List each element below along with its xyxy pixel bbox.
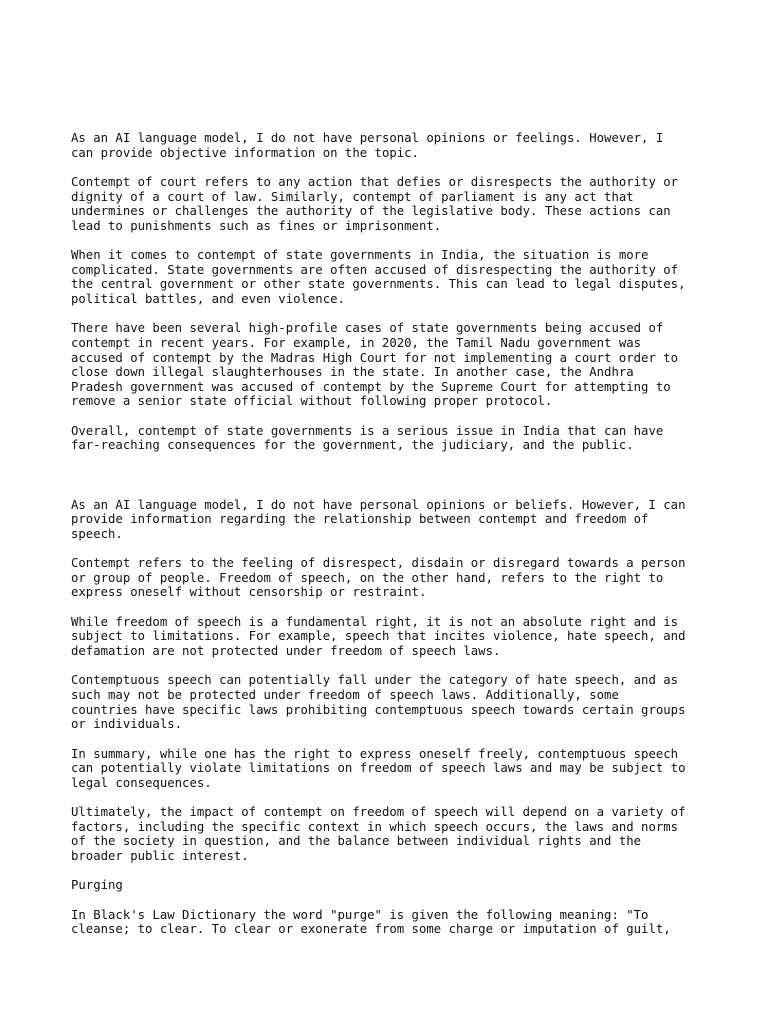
paragraph: Contemptuous speech can potentially fall under the category of hate speech, and as such may not be protected under freedom of speech laws. Additionally, some countries have specific laws prohibiting contemptuous speech towards certain groups or individuals. <box>71 673 686 732</box>
paragraph: Overall, contempt of state governments is a serious issue in India that can have far-reaching consequences for the government, the judiciary, and the public. <box>71 423 664 453</box>
paragraph: Contempt of court refers to any action that defies or disrespects the authority or dignity of a court of law. Similarly, contempt of parliament is any act that undermines or challenges the authority of the legislative body. These actions can lead to punishments such as fines or imprisonment. <box>71 174 679 233</box>
paragraph: Contempt refers to the feeling of disrespect, disdain or disregard towards a person or group of people. Freedom of speech, on the other hand, refers to the right to express oneself without censorship or restraint. <box>71 556 686 600</box>
paragraph: In Black's Law Dictionary the word "purge" is given the following meaning: "To cleanse; to clear. To clear or exonerate from some charge or imputation of guilt, <box>71 907 671 937</box>
paragraph: There have been several high-profile cases of state governments being accused of contempt in recent years. For example, in 2020, the Tamil Nadu government was accused of contempt by the Madras High Court for not implementing a court order to close down illegal slaughterhouses in the state. In another case, the Andhra Pradesh government was accused of contempt by the Supreme Court for attempting to remove a senior state official without following proper protocol. <box>71 321 679 409</box>
paragraph: As an AI language model, I do not have personal opinions or feelings. However, I can provide objective information on the topic. <box>71 131 664 160</box>
section-heading-purging: Purging <box>71 878 123 893</box>
paragraph: While freedom of speech is a fundamental right, it is not an absolute right and is subject to limitations. For example, speech that incites violence, hate speech, and defamation are not protected under freedom of speech laws. <box>71 614 686 659</box>
paragraph: In summary, while one has the right to express oneself freely, contemptuous speech can potentially violate limitations on freedom of speech laws and may be subject to legal consequences. <box>71 746 686 790</box>
section-spacer <box>71 468 711 498</box>
paragraph: When it comes to contempt of state governments in India, the situation is more complicated. State governments are often accused of disrespecting the authority of the central government or other state governments. This can lead to legal disputes, political battles, and even violence. <box>71 248 686 306</box>
section-contempt-and-freedom-of-speech <box>71 498 711 937</box>
paragraph: Ultimately, the impact of contempt on freedom of speech will depend on a variety of factors, including the specific context in which speech occurs, the laws and norms of the society in question, and the balance between individual rights and the broader public interest. <box>71 805 686 863</box>
section-contempt-of-state-governments <box>71 131 711 453</box>
paragraph: As an AI language model, I do not have personal opinions or beliefs. However, I can provide information regarding the relationship between contempt and freedom of speech. <box>71 497 686 541</box>
document-page <box>71 131 711 952</box>
